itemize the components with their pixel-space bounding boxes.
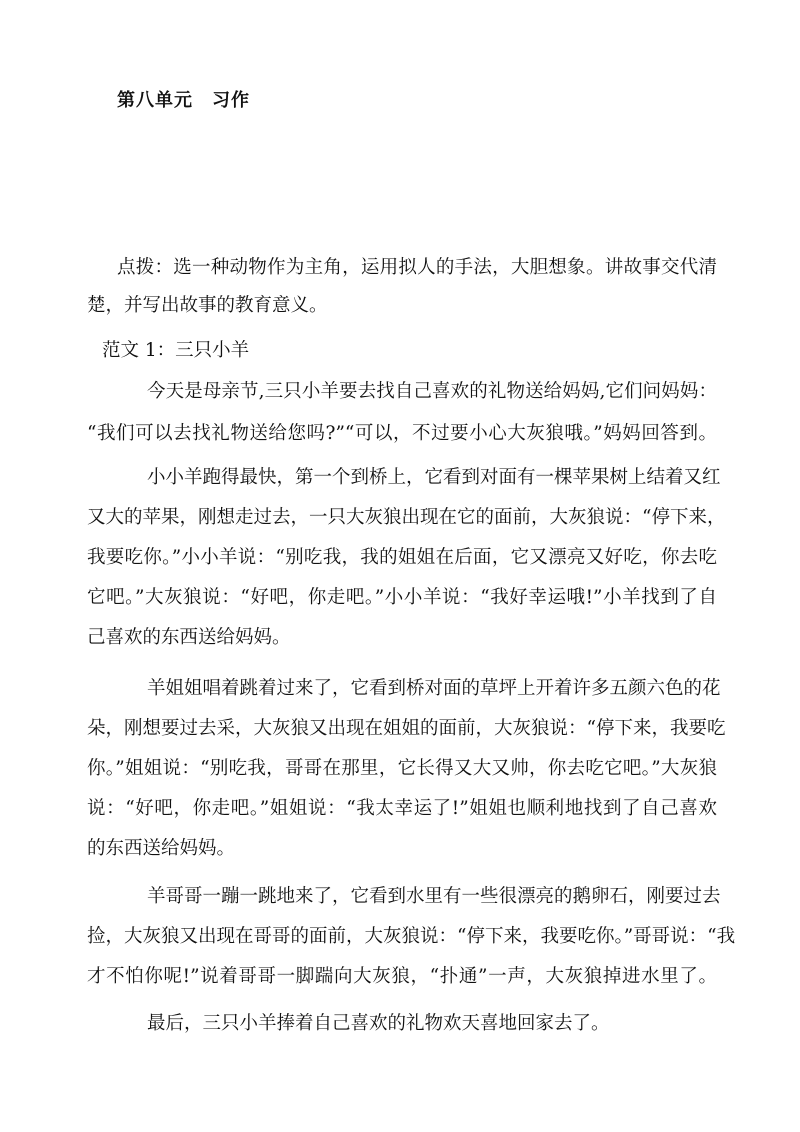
paragraph-line: 小小羊跑得最快，第一个到桥上，它看到对面有一棵苹果树上结着又红 (147, 467, 721, 488)
paragraph-line: 朵，刚想要过去采，大灰狼又出现在姐姐的面前，大灰狼说：“停下来，我要吃 (87, 718, 726, 739)
paragraph-line: 又大的苹果，刚想走过去，一只大灰狼出现在它的面前，大灰狼说：“停下来， (87, 507, 726, 528)
paragraph-line: 羊哥哥一蹦一跳地来了，它看到水里有一些很漂亮的鹅卵石，刚要过去 (147, 886, 721, 907)
paragraph-line: 己喜欢的东西送给妈妈。 (87, 627, 291, 648)
paragraph-line: 最后，三只小羊捧着自己喜欢的礼物欢天喜地回家去了。 (147, 1013, 610, 1034)
essay-title: 范文 1：三只小羊 (102, 340, 250, 361)
paragraph-line: 羊姐姐唱着跳着过来了，它看到桥对面的草坪上开着许多五颜六色的花 (147, 678, 721, 699)
paragraph-line: 说：“好吧，你走吧。”姐姐说：“我太幸运了!”姐姐也顺利地找到了自己喜欢 (87, 798, 717, 819)
paragraph-line: 捡，大灰狼又出现在哥哥的面前，大灰狼说：“停下来，我要吃你。”哥哥说：“我 (87, 926, 736, 947)
paragraph-line: 才不怕你呢!”说着哥哥一脚踹向大灰狼，“扑通”一声，大灰狼掉进水里了。 (87, 966, 717, 987)
paragraph-line: 我要吃你。”小小羊说：“别吃我，我的姐姐在后面，它又漂亮又好吃，你去吃 (87, 547, 717, 568)
tip-line: 楚，并写出故事的教育意义。 (87, 295, 328, 316)
tip-line: 点拨：选一种动物作为主角，运用拟人的手法，大胆想象。讲故事交代清 (117, 257, 717, 278)
paragraph-line: “我们可以去找礼物送给您吗?”“可以，不过要小心大灰狼哦。”妈妈回答到。 (87, 423, 717, 444)
paragraph-line: 今天是母亲节,三只小羊要去找自己喜欢的礼物送给妈妈,它们问妈妈： (147, 381, 717, 402)
unit-heading: 第八单元 习作 (117, 90, 250, 111)
paragraph-line: 它吧。”大灰狼说：“好吧，你走吧。”小小羊说：“我好幸运哦!”小羊找到了自 (87, 587, 717, 608)
paragraph-line: 你。”姐姐说：“别吃我，哥哥在那里，它长得又大又帅，你去吃它吧。”大灰狼 (87, 758, 717, 779)
paragraph-line: 的东西送给妈妈。 (87, 838, 236, 859)
